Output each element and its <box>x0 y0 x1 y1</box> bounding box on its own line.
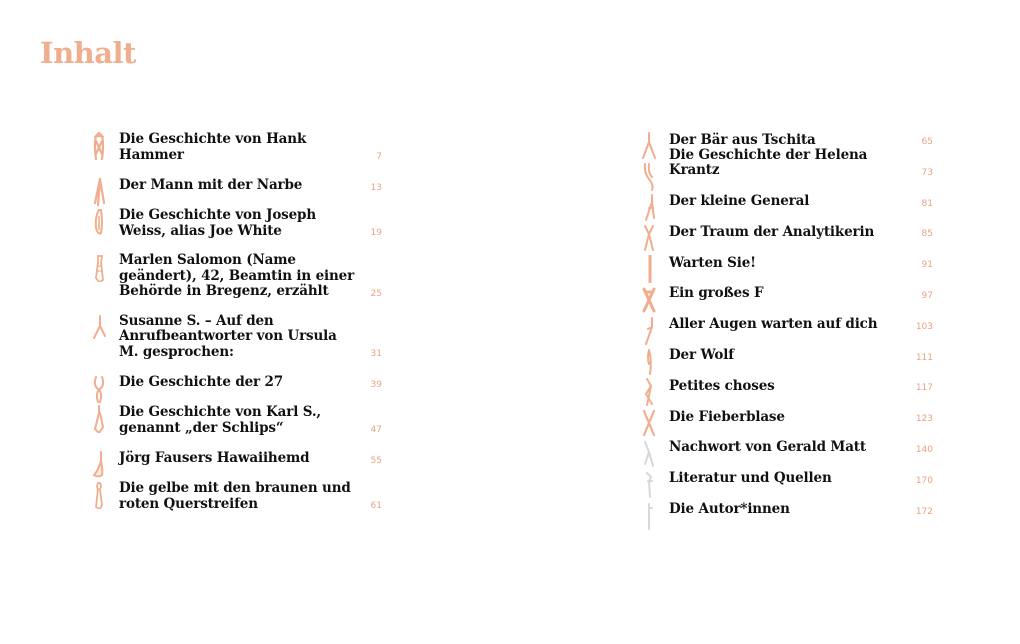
toc-entry[interactable] <box>90 208 382 239</box>
toc-entry-title: Der Mann mit der Narbe <box>119 177 303 193</box>
toc-entry-page: 13 <box>370 182 382 193</box>
toc-entry[interactable] <box>640 440 933 456</box>
toc-entry-page: 19 <box>370 228 382 238</box>
toc-entry-title: Warten Sie! <box>669 254 756 271</box>
tie-icon-light <box>640 471 658 499</box>
toc-entry-title: Die Geschichte der Helena Krantz <box>669 146 868 179</box>
toc-entry-page: 73 <box>921 167 933 178</box>
tie-icon <box>640 194 658 222</box>
tie-icon <box>640 163 658 191</box>
toc-entry-title: Aller Augen warten auf dich <box>669 316 878 333</box>
toc-entry-title: Die Geschichte von Hank Hammer <box>119 131 307 163</box>
toc-entry-title: Die Fieberblase <box>669 408 785 425</box>
tie-icon <box>90 405 108 433</box>
toc-entry-page: 55 <box>370 455 382 466</box>
toc-entry-page: 39 <box>370 379 382 390</box>
tie-icon <box>90 132 108 160</box>
tie-icon <box>90 375 108 403</box>
toc-column-left <box>90 132 382 527</box>
page-title: Inhalt <box>40 36 136 70</box>
toc-entry[interactable] <box>90 314 382 360</box>
toc-entry[interactable] <box>640 286 933 302</box>
toc-entry[interactable] <box>640 194 933 210</box>
toc-entry-title: Petites choses <box>669 377 775 394</box>
tie-icon <box>90 451 108 479</box>
toc-entry-title: Der Bär aus Tschita <box>669 131 816 148</box>
toc-entry-title: Nachwort von Gerald Matt <box>669 439 866 456</box>
toc-entry-title: Jörg Fausers Hawaiihemd <box>119 450 310 466</box>
toc-column-right <box>640 132 933 532</box>
toc-entry[interactable] <box>640 502 933 518</box>
tie-icon <box>640 286 658 314</box>
toc-entry-page: 85 <box>921 229 933 240</box>
toc-entry-page: 103 <box>915 321 933 332</box>
toc-entry[interactable] <box>640 224 933 240</box>
tie-icon <box>90 314 108 342</box>
toc-entry-title: Die Geschichte von Joseph Weiss, alias Joe White <box>119 207 317 239</box>
toc-entry-page: 172 <box>915 506 933 517</box>
toc-entry-title: Literatur und Quellen <box>669 470 832 487</box>
tie-icon <box>640 409 658 437</box>
toc-entry-title: Marlen Salomon (Name geändert), 42, Beamtin in einer Behörde in Bregenz, erzählt <box>119 252 355 299</box>
toc-entry-title: Die gelbe mit den braunen und roten Querstreifen <box>119 480 351 512</box>
toc-entry-page: 61 <box>370 501 382 511</box>
toc-entry-page: 140 <box>915 444 933 455</box>
toc-entry[interactable] <box>90 405 382 436</box>
toc-entry-page: 117 <box>915 383 933 394</box>
tie-icon <box>640 255 658 283</box>
tie-icon <box>640 224 658 252</box>
toc-entry-page: 123 <box>915 414 933 425</box>
toc-entry-title: Ein großes F <box>669 285 764 302</box>
toc-entry[interactable] <box>640 348 933 364</box>
toc-entry-page: 25 <box>370 288 382 299</box>
toc-entry-page: 111 <box>915 352 933 363</box>
toc-entry[interactable] <box>90 375 382 391</box>
toc-entry-page: 65 <box>921 137 933 147</box>
toc-entry-page: 31 <box>370 349 382 359</box>
toc-entry-title: Der Traum der Analytikerin <box>669 223 875 240</box>
toc-entry-page: 91 <box>921 260 933 271</box>
tie-icon <box>90 178 108 206</box>
toc-entry-title: Die Geschichte von Karl S., genannt „der Schlips“ <box>119 404 321 436</box>
tie-icon <box>90 481 108 509</box>
toc-entry-page: 81 <box>921 198 933 209</box>
toc-entry[interactable] <box>640 255 933 271</box>
toc-entry-title: Susanne S. – Auf den Anrufbeantworter von Ursula M. gesprochen: <box>119 312 337 360</box>
toc-entry[interactable] <box>90 254 382 300</box>
toc-entry-title: Der Wolf <box>669 347 734 364</box>
toc-entry-page: 7 <box>376 152 382 162</box>
toc-entry[interactable] <box>90 451 382 467</box>
tie-icon <box>640 132 658 160</box>
toc-entry-title: Die Geschichte der 27 <box>119 374 284 390</box>
tie-icon <box>640 348 658 376</box>
toc-entry[interactable] <box>90 132 382 163</box>
toc-entry-page: 47 <box>370 425 382 435</box>
tie-icon <box>640 317 658 345</box>
toc-entry[interactable] <box>640 132 933 148</box>
toc-entry-title: Der kleine General <box>669 193 810 210</box>
toc-entry[interactable] <box>90 481 382 512</box>
toc-entry[interactable] <box>90 178 382 194</box>
toc-entry[interactable] <box>640 471 933 487</box>
tie-icon-light <box>640 502 658 530</box>
tie-icon-light <box>640 440 658 468</box>
tie-icon <box>640 378 658 406</box>
toc-entry-page: 97 <box>921 290 933 301</box>
toc-entry[interactable] <box>640 146 933 179</box>
toc-entry[interactable] <box>640 409 933 425</box>
toc-entry[interactable] <box>640 378 933 394</box>
toc-entry[interactable] <box>640 317 933 333</box>
tie-icon <box>90 254 108 282</box>
tie-icon <box>90 208 108 236</box>
toc-entry-title: Die Autor*innen <box>669 501 790 518</box>
toc-entry-page: 170 <box>915 475 933 486</box>
